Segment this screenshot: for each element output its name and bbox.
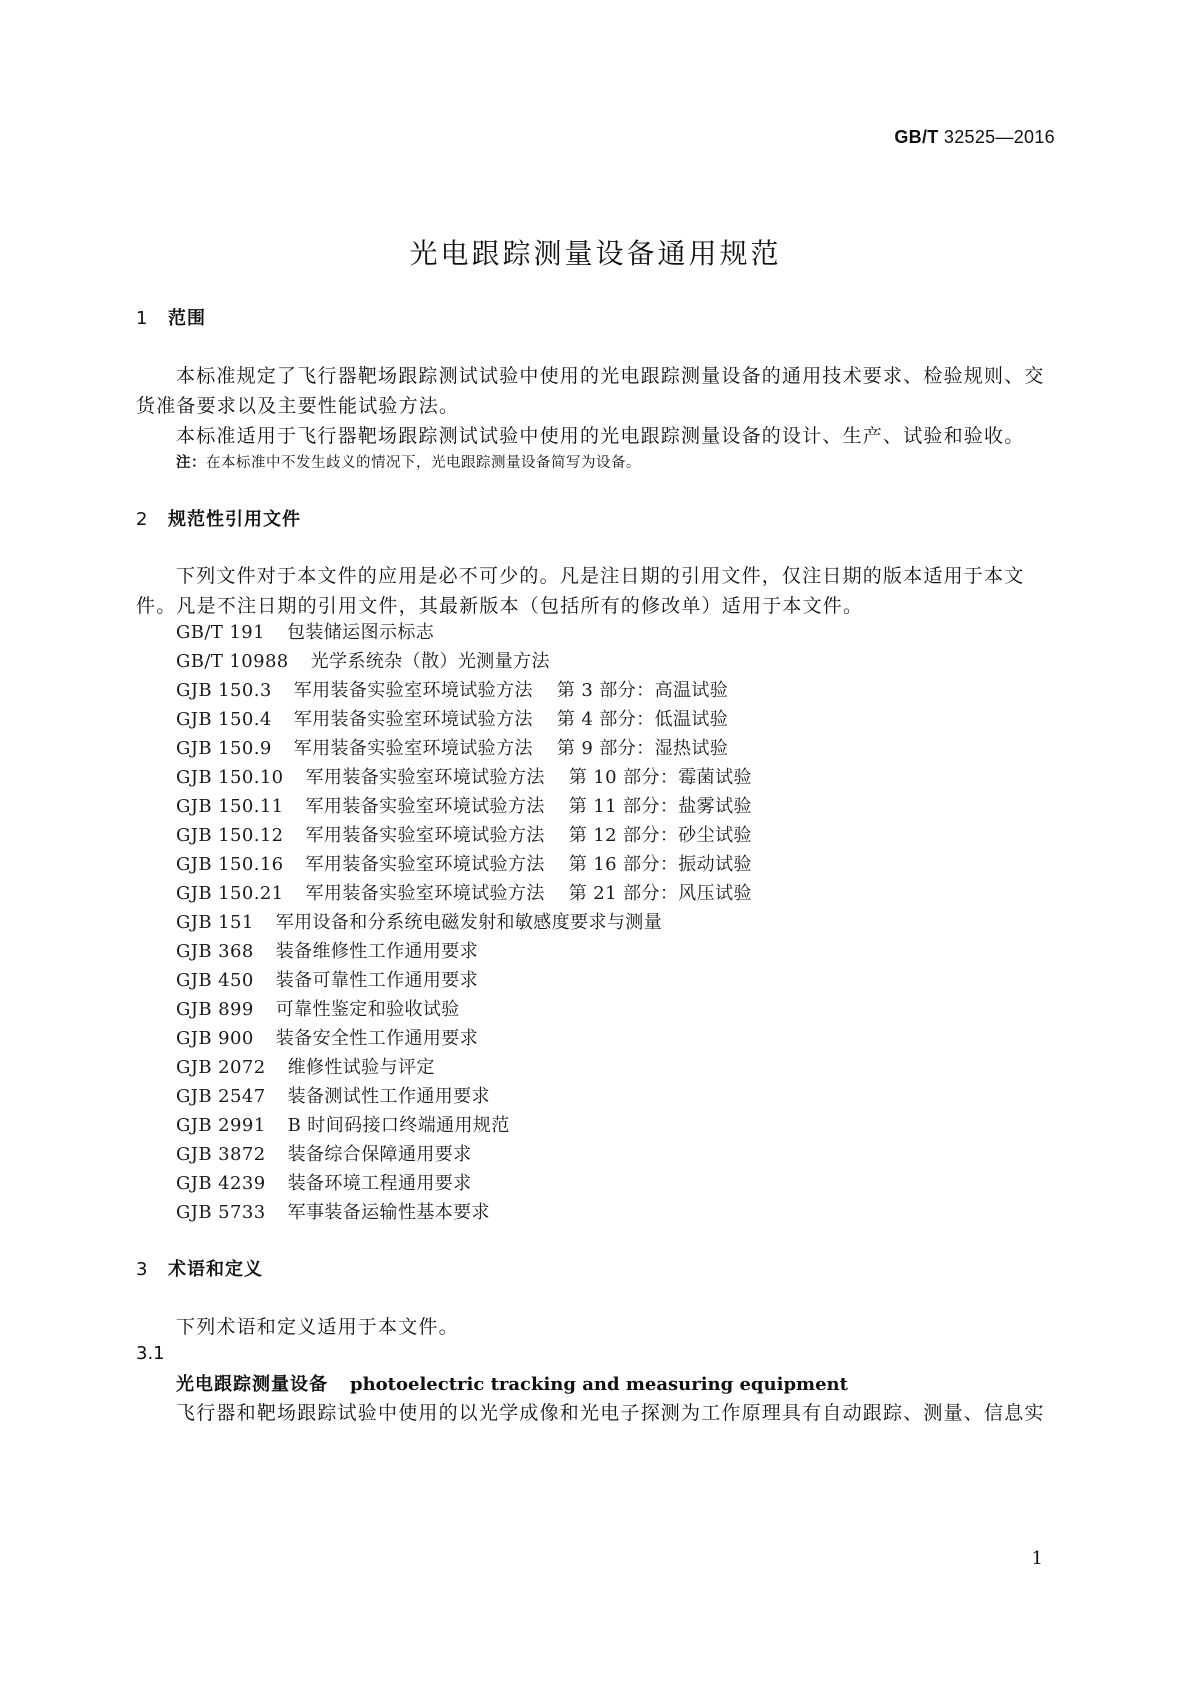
reference-code: GJB 450	[176, 970, 254, 991]
reference-item	[176, 792, 752, 818]
reference-item	[176, 879, 752, 905]
reference-code: GJB 150.10	[176, 767, 284, 788]
reference-code: GJB 2072	[176, 1057, 266, 1078]
reference-code: GJB 150.11	[176, 796, 284, 817]
standard-code: 32525—2016	[943, 127, 1055, 147]
reference-item	[176, 966, 478, 992]
reference-item	[176, 705, 728, 731]
reference-part: 第 10 部分：霉菌试验	[568, 767, 752, 788]
reference-item	[176, 1140, 472, 1166]
reference-title: 军用装备实验室环境试验方法	[293, 738, 533, 759]
term-english: photoelectric tracking and measuring equipment	[350, 1374, 848, 1395]
term-chinese: 光电跟踪测量设备	[176, 1374, 328, 1395]
reference-item	[176, 763, 752, 789]
standard-prefix: GB/T	[894, 127, 939, 147]
reference-item	[176, 618, 434, 644]
reference-code: GB/T 191	[176, 622, 265, 643]
reference-code: GJB 150.4	[176, 709, 272, 730]
term-definition-line1: 飞行器和靶场跟踪试验中使用的以光学成像和光电子探测为工作原理具有自动跟踪、测量、信息实	[176, 1402, 1045, 1424]
reference-part: 第 11 部分：盐雾试验	[568, 796, 752, 817]
reference-part: 第 9 部分：湿热试验	[556, 738, 729, 759]
reference-code: GJB 5733	[176, 1202, 266, 1223]
reference-title: 装备安全性工作通用要求	[275, 1028, 479, 1049]
reference-title: 军用装备实验室环境试验方法	[305, 854, 545, 875]
reference-part: 第 21 部分：风压试验	[568, 883, 752, 904]
reference-item	[176, 1111, 510, 1137]
reference-item	[176, 908, 662, 934]
reference-title: 装备测试性工作通用要求	[287, 1086, 490, 1107]
reference-part: 第 3 部分：高温试验	[556, 680, 729, 701]
reference-code: GJB 151	[176, 912, 254, 933]
paragraph-references-intro-line2: 件。凡是不注日期的引用文件，其最新版本（包括所有的修改单）适用于本文件。	[136, 595, 864, 617]
reference-item	[176, 1169, 472, 1195]
reference-item	[176, 937, 478, 963]
section-number: 1	[136, 308, 148, 329]
section-number: 3	[136, 1259, 148, 1280]
paragraph-scope-line2: 货准备要求以及主要性能试验方法。	[136, 395, 460, 417]
reference-title: 军用装备实验室环境试验方法	[293, 680, 533, 701]
reference-title: 军事装备运输性基本要求	[287, 1202, 490, 1223]
paragraph-applicability: 本标准适用于飞行器靶场跟踪测试试验中使用的光电跟踪测量设备的设计、生产、试验和验收。	[176, 425, 1025, 447]
reference-title: 军用装备实验室环境试验方法	[293, 709, 533, 730]
reference-part: 第 12 部分：砂尘试验	[568, 825, 752, 846]
reference-title: 可靠性鉴定和验收试验	[275, 999, 460, 1020]
reference-title: 军用装备实验室环境试验方法	[305, 796, 545, 817]
reference-code: GJB 900	[176, 1028, 254, 1049]
reference-item	[176, 1024, 478, 1050]
reference-title: B 时间码接口终端通用规范	[287, 1115, 510, 1136]
paragraph-references-intro-line1: 下列文件对于本文件的应用是必不可少的。凡是注日期的引用文件，仅注日期的版本适用于本文	[176, 565, 1025, 587]
term-entry	[176, 1370, 848, 1396]
reference-code: GJB 2991	[176, 1115, 266, 1136]
reference-title: 装备维修性工作通用要求	[275, 941, 479, 962]
reference-item	[176, 647, 550, 673]
reference-title: 装备环境工程通用要求	[287, 1173, 472, 1194]
reference-item	[176, 676, 728, 702]
reference-part: 第 16 部分：振动试验	[568, 854, 752, 875]
reference-title: 军用装备实验室环境试验方法	[305, 767, 545, 788]
standard-number	[894, 127, 1055, 148]
reference-code: GJB 150.3	[176, 680, 272, 701]
section-number: 2	[136, 509, 148, 530]
reference-code: GJB 368	[176, 941, 254, 962]
reference-item	[176, 1053, 435, 1079]
reference-code: GJB 150.9	[176, 738, 272, 759]
reference-title: 军用装备实验室环境试验方法	[305, 883, 545, 904]
section-title: 范围	[168, 308, 206, 329]
section-2-heading	[136, 505, 301, 531]
section-1-heading	[136, 304, 206, 330]
reference-title: 装备可靠性工作通用要求	[275, 970, 479, 991]
section-title: 术语和定义	[168, 1259, 263, 1280]
reference-title: 军用设备和分系统电磁发射和敏感度要求与测量	[275, 912, 663, 933]
reference-code: GJB 899	[176, 999, 254, 1020]
document-title: 光电跟踪测量设备通用规范	[409, 237, 782, 270]
reference-title: 军用装备实验室环境试验方法	[305, 825, 545, 846]
note-label: 注：	[176, 455, 206, 471]
reference-title: 光学系统杂（散）光测量方法	[310, 651, 550, 672]
reference-item	[176, 821, 752, 847]
reference-code: GJB 150.16	[176, 854, 284, 875]
reference-code: GJB 4239	[176, 1173, 266, 1194]
term-number: 3.1	[136, 1343, 165, 1364]
reference-title: 装备综合保障通用要求	[287, 1144, 472, 1165]
reference-item	[176, 995, 460, 1021]
reference-title: 维修性试验与评定	[287, 1057, 435, 1078]
section-3-heading	[136, 1255, 263, 1281]
reference-code: GB/T 10988	[176, 651, 289, 672]
page-number: 1	[1031, 1548, 1043, 1569]
section-title: 规范性引用文件	[168, 509, 301, 530]
reference-item	[176, 850, 752, 876]
note-text: 在本标准中不发生歧义的情况下，光电跟踪测量设备简写为设备。	[206, 455, 641, 471]
reference-code: GJB 2547	[176, 1086, 266, 1107]
reference-item	[176, 1198, 490, 1224]
paragraph-terms-intro: 下列术语和定义适用于本文件。	[176, 1316, 459, 1338]
reference-title: 包装储运图示标志	[286, 622, 435, 643]
reference-code: GJB 150.12	[176, 825, 284, 846]
paragraph-scope-line1: 本标准规定了飞行器靶场跟踪测试试验中使用的光电跟踪测量设备的通用技术要求、检验规则、交	[176, 365, 1045, 387]
note	[176, 451, 641, 472]
reference-item	[176, 1082, 490, 1108]
reference-code: GJB 3872	[176, 1144, 266, 1165]
reference-item	[176, 734, 728, 760]
reference-part: 第 4 部分：低温试验	[556, 709, 729, 730]
reference-code: GJB 150.21	[176, 883, 284, 904]
